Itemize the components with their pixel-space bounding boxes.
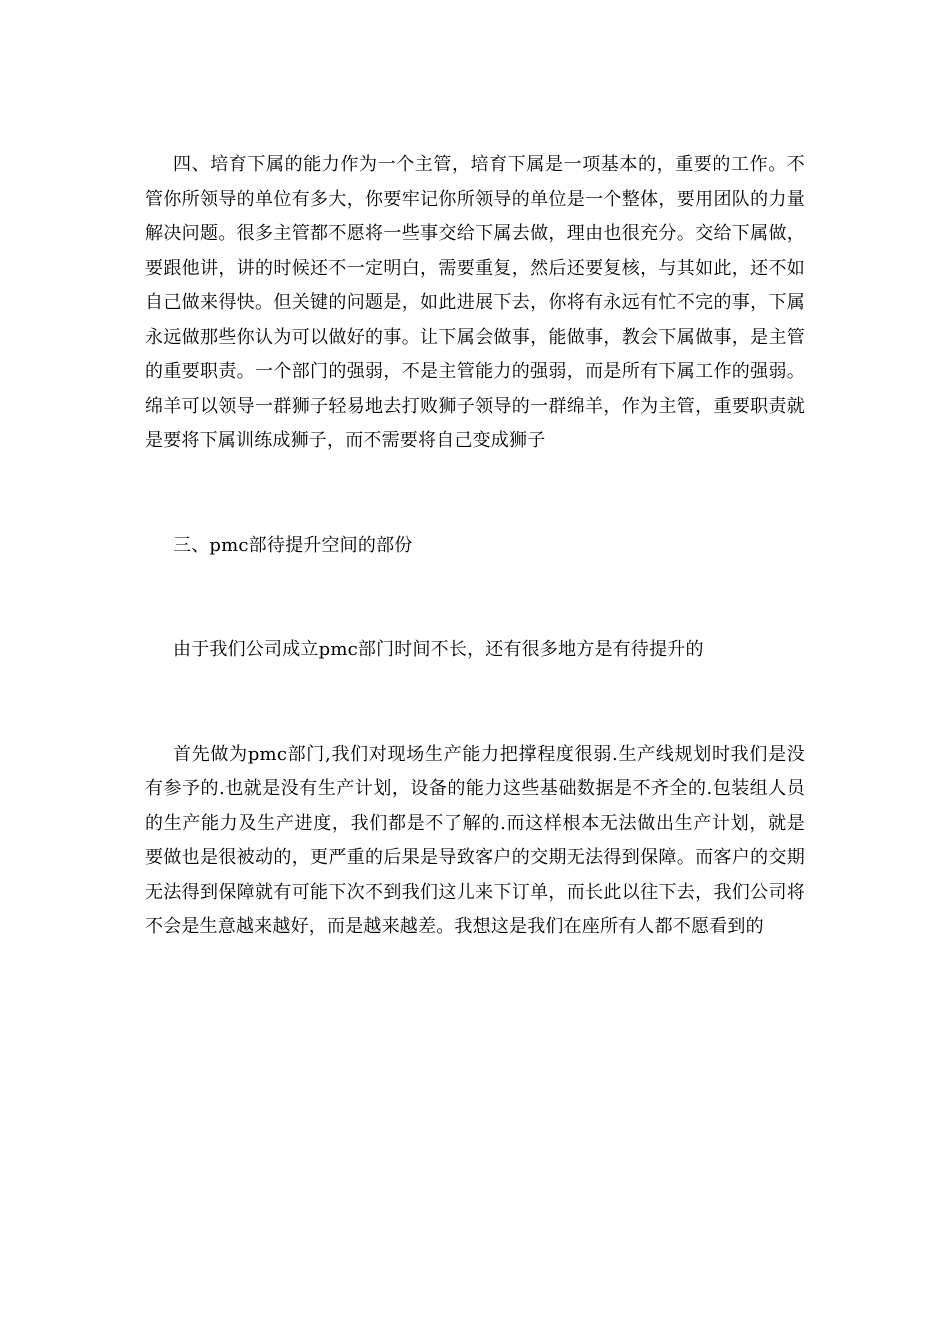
section-heading-pmc-improvement: 三、pmc部待提升空间的部份 (173, 534, 413, 556)
document-body (145, 148, 805, 945)
paragraph-pmc-issues: 首先做为pmc部门,我们对现场生产能力把撑程度很弱.生产线规划时我们是没有参予的.也就是没有生产计划，设备的能力这些基础数据是不齐全的.包装组人员的生产能力及生产进度，我们都是不了解的.而这样根本无法做出生产计划，就是要做也是很被动的，更严重的后果是导致客户的交期无法得到保障。而客户的交期无法得到保障就有可能下次不到我们这儿来下订单，而长此以往下去，我们公司将不会是生意越来越好，而是越来越差。我想这是我们在座所有人都不愿看到的 (145, 743, 805, 937)
paragraph-pmc-intro: 由于我们公司成立pmc部门时间不长，还有很多地方是有待提升的 (173, 639, 704, 660)
paragraph-training-subordinates: 四、培育下属的能力作为一个主管，培育下属是一项基本的，重要的工作。不管你所领导的单位有多大，你要牢记你所领导的单位是一个整体，要用团队的力量解决问题。很多主管都不愿将一些事交给下属去做，理由也很充分。交给下属做，要跟他讲，讲的时候还不一定明白，需要重复，然后还要复核，与其如此，还不如自己做来得快。但关键的问题是，如此进展下去，你将有永远有忙不完的事，下属永远做那些你认为可以做好的事。让下属会做事，能做事，教会下属做事，是主管的重要职责。一个部门的强弱，不是主管能力的强弱，而是所有下属工作的强弱。绵羊可以领导一群狮子轻易地去打败狮子领导的一群绵羊，作为主管，重要职责就是要将下属训练成狮子，而不需要将自己变成狮子 (145, 154, 805, 451)
